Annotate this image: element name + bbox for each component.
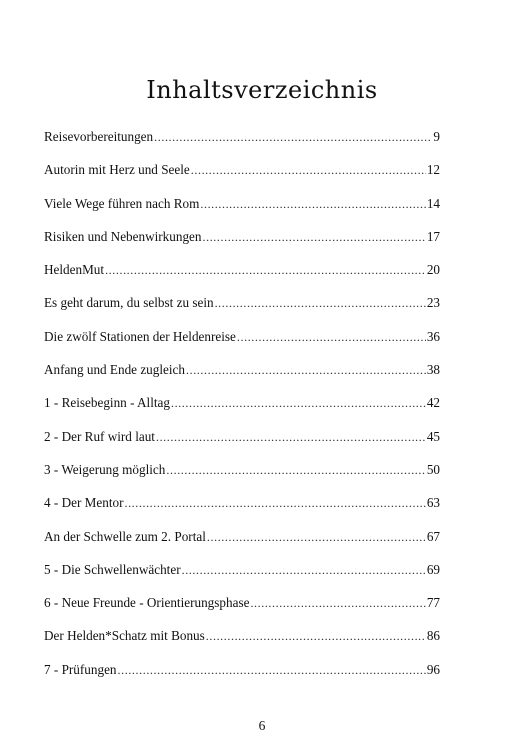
toc-entry <box>44 453 440 486</box>
toc-entry-label: 3 - Weigerung möglich <box>44 461 166 477</box>
toc-entry-page: 17 <box>426 228 440 244</box>
toc-entry-label: 1 - Reisebeginn - Alltag <box>44 395 170 411</box>
dot-leader <box>154 121 432 154</box>
toc-entry <box>44 153 440 186</box>
dot-leader <box>124 487 425 520</box>
toc-entry-label: 5 - Die Schwellenwächter <box>44 561 181 577</box>
toc-entry-page: 50 <box>426 461 440 477</box>
toc-entry-page: 38 <box>426 362 440 378</box>
toc-entry <box>44 187 440 220</box>
dot-leader <box>237 321 426 354</box>
toc-entry-page: 12 <box>426 162 440 178</box>
toc-entry-page: 45 <box>426 428 440 444</box>
dot-leader <box>182 554 426 587</box>
toc-entry-page: 36 <box>426 328 440 344</box>
toc-entry-label: Viele Wege führen nach Rom <box>44 195 200 211</box>
toc-entry-page: 42 <box>426 395 440 411</box>
toc-entry-page: 77 <box>426 595 440 611</box>
toc-entry-label: Reisevorbereitungen <box>44 129 154 144</box>
toc-entry-page: 20 <box>426 262 440 278</box>
toc-entry-label: 4 - Der Mentor <box>44 495 124 511</box>
toc-entry-page: 14 <box>426 195 440 211</box>
dot-leader <box>118 654 426 687</box>
dot-leader <box>105 254 426 287</box>
dot-leader <box>171 387 426 420</box>
toc-entry <box>44 653 440 686</box>
toc-entry <box>44 320 440 353</box>
dot-leader <box>191 154 426 187</box>
page-title: Inhaltsverzeichnis <box>146 76 378 105</box>
toc-entry <box>44 253 440 286</box>
dot-leader <box>200 188 425 221</box>
toc-entry <box>44 520 440 553</box>
toc-entry-label: HeldenMut <box>44 262 105 278</box>
toc-entry-page: 67 <box>426 528 440 544</box>
dot-leader <box>186 354 426 387</box>
toc-entry-page: 69 <box>426 561 440 577</box>
toc-entry-label: Risiken und Nebenwirkungen <box>44 228 202 244</box>
page-number: 6 <box>258 718 266 733</box>
toc-entry-page: 9 <box>433 129 440 144</box>
dot-leader <box>206 620 426 653</box>
toc-entry <box>44 553 440 586</box>
toc-entry-page: 96 <box>426 661 440 677</box>
toc-entry <box>44 486 440 519</box>
toc-entry-page: 23 <box>426 295 440 311</box>
dot-leader <box>250 587 425 620</box>
toc-entry <box>44 586 440 619</box>
toc-entry-label: Anfang und Ende zugleich <box>44 362 185 378</box>
dot-leader <box>215 287 426 320</box>
toc-entry <box>44 120 440 153</box>
toc-entry <box>44 220 440 253</box>
toc-entry <box>44 420 440 453</box>
toc-entry-page: 63 <box>426 495 440 511</box>
toc-entry-label: 7 - Prüfungen <box>44 661 117 677</box>
toc-entry-label: Es geht darum, du selbst zu sein <box>44 295 214 311</box>
toc-entry-label: Die zwölf Stationen der Heldenreise <box>44 328 236 344</box>
dot-leader <box>207 521 426 554</box>
toc-entry-label: Der Helden*Schatz mit Bonus <box>44 628 205 644</box>
table-of-contents <box>44 120 440 686</box>
toc-entry <box>44 386 440 419</box>
toc-entry <box>44 619 440 652</box>
dot-leader <box>203 221 426 254</box>
dot-leader <box>156 421 426 454</box>
toc-entry-page: 86 <box>426 628 440 644</box>
toc-entry-label: An der Schwelle zum 2. Portal <box>44 528 206 544</box>
dot-leader <box>166 454 425 487</box>
toc-entry-label: 2 - Der Ruf wird laut <box>44 428 155 444</box>
toc-entry-label: 6 - Neue Freunde - Orientierungsphase <box>44 595 250 611</box>
toc-entry <box>44 286 440 319</box>
toc-entry-label: Autorin mit Herz und Seele <box>44 162 190 178</box>
toc-entry <box>44 353 440 386</box>
